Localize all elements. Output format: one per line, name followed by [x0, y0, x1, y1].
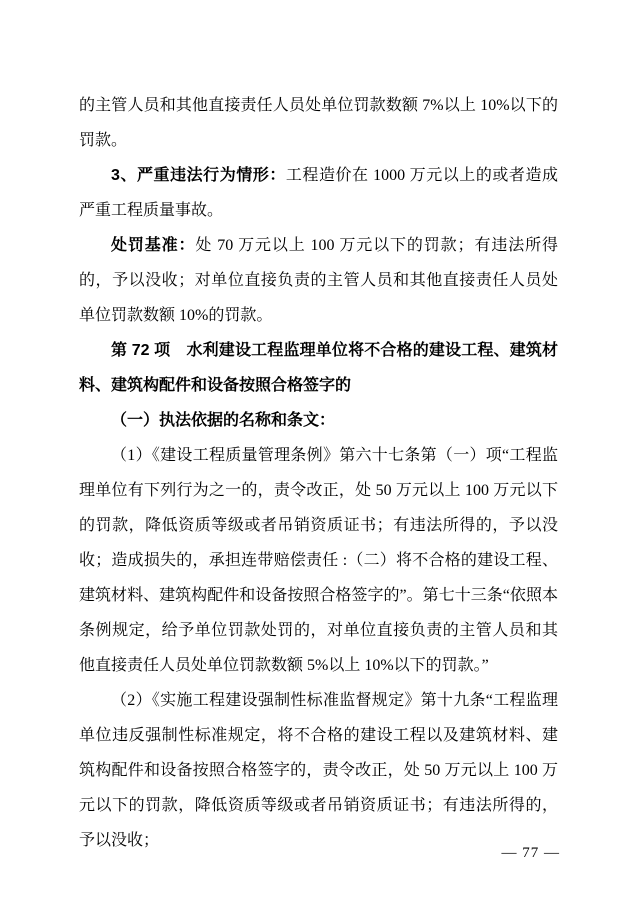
text-run: （1）《建设工程质量管理条例》第六十七条第（一）项“工程监理单位有下列行为之一的，责令改正，处 50 万元以上 100 万元以下的罚款，降低资质等级或者吊销资质证书；有违法所得的，予以没收；造成损失的，承担连带赔偿责任 :（二）将不合格的建设工程、建筑材料、建筑构配件和设备按照合格签字的”。第七十三条“依照本条例规定，给予单位罚款处罚的，对单位直接负责的主管人员和其他直接责任人员处单位罚款数额 5%以上 10%以下的罚款。” — [79, 447, 558, 674]
paragraph — [79, 158, 558, 228]
text-run: 处 70 万元以上 100 万元以下的罚款；有违法所得的，予以没收；对单位直接负责的主管人员和其他直接责任人员处单位罚款数额 10%的罚款。 — [79, 237, 558, 324]
text-run: 的主管人员和其他直接责任人员处单位罚款数额 7%以上 10%以下的罚款。 — [79, 97, 558, 149]
bold-text-run: （一）执法依据的名称和条文： — [111, 412, 336, 429]
paragraph — [79, 333, 558, 403]
text-run: 工程造价在 1000 万元以上的或者造成严重工程质量事故。 — [79, 167, 558, 219]
paragraph — [79, 88, 558, 158]
bold-text-run: 第 72 项 水利建设工程监理单位将不合格的建设工程、建筑材料、建筑构配件和设备按照合格签字的 — [79, 342, 558, 394]
paragraph — [79, 403, 558, 438]
text-run: （2）《实施工程建设强制性标准监督规定》第十九条“工程监理单位违反强制性标准规定，将不合格的建设工程以及建筑材料、建筑构配件和设备按照合格签字的，责令改正，处 50 万元以上 100 万元以下的罚款，降低资质等级或者吊销资质证书；有违法所得的，予以没收； — [79, 692, 558, 849]
paragraph — [79, 438, 558, 683]
bold-text-run: 3、严重违法行为情形： — [111, 167, 286, 184]
paragraph — [79, 228, 558, 333]
bold-text-run: 处罚基准： — [111, 237, 196, 254]
paragraph — [79, 683, 558, 858]
page-number: — 77 — — [501, 845, 560, 861]
document-body — [79, 88, 558, 858]
page-footer — [502, 845, 561, 862]
